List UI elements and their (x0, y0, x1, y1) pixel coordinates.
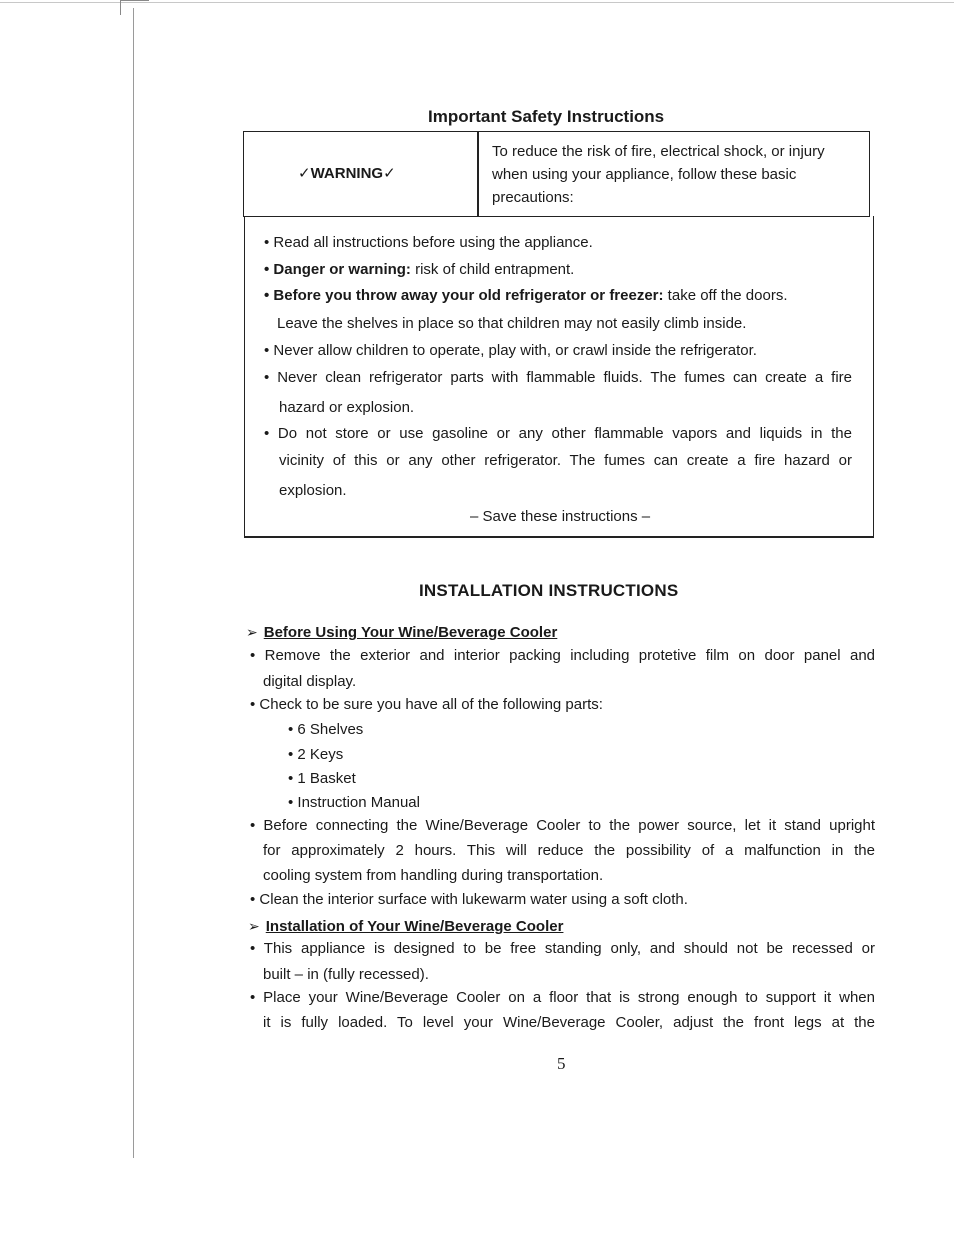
page-number: 5 (557, 1054, 566, 1073)
warning-mark-icon: ✓ (298, 165, 311, 182)
before-item-remove-cont: digital display. (263, 673, 357, 690)
warning-label: ✓WARNING✓ (298, 165, 396, 182)
before-item-remove: • Remove the exterior and interior packing including protetive film on door panel and (250, 647, 875, 664)
before-item-connect-cont: for approximately 2 hours. This will reduce the possibility of a malfunction in the (263, 842, 875, 859)
install-item-free-standing: • This appliance is designed to be free standing only, and should not be recessed or (250, 940, 875, 957)
safety-item-danger: • Danger or warning: risk of child entrapment. (264, 261, 575, 278)
parts-item: • 6 Shelves (288, 721, 364, 738)
safety-item-throw: • Before you throw away your old refrigerator or freezer: take off the doors. (264, 287, 788, 304)
parts-item: • 1 Basket (288, 770, 356, 787)
before-item-clean: • Clean the interior surface with lukewarm water using a soft cloth. (250, 891, 688, 908)
save-instructions-note: – Save these instructions – (470, 508, 651, 525)
before-item-connect: • Before connecting the Wine/Beverage Cooler to the power source, let it stand upright (250, 817, 875, 834)
before-using-heading: ➢ Before Using Your Wine/Beverage Cooler (246, 624, 558, 641)
arrow-right-icon: ➢ (246, 624, 258, 640)
install-item-free-standing-cont: built – in (fully recessed). (263, 966, 429, 983)
warning-box-divider (477, 131, 479, 217)
scan-corner-mark (120, 0, 149, 15)
safety-item-throw-cont: Leave the shelves in place so that children may not easily climb inside. (277, 315, 747, 332)
parts-item: • 2 Keys (288, 746, 344, 763)
safety-item-gasoline: • Do not store or use gasoline or any other flammable vapors and liquids in the (264, 425, 852, 442)
installation-title: INSTALLATION INSTRUCTIONS (419, 581, 679, 600)
safety-title: Important Safety Instructions (428, 107, 665, 126)
installation-heading: ➢ Installation of Your Wine/Beverage Cooler (248, 918, 564, 935)
binder-margin-line (133, 8, 134, 1158)
install-item-place: • Place your Wine/Beverage Cooler on a floor that is strong enough to support it when (250, 989, 875, 1006)
safety-item-never-clean: • Never clean refrigerator parts with flammable fluids. The fumes can create a fire (264, 369, 852, 386)
warning-mark-icon: ✓ (383, 165, 396, 182)
safety-item-gasoline-cont: vicinity of this or any other refrigerator. The fumes can create a fire hazard or (279, 452, 852, 469)
parts-item: • Instruction Manual (288, 794, 420, 811)
before-item-check: • Check to be sure you have all of the following parts: (250, 696, 603, 713)
safety-item-read: • Read all instructions before using the appliance. (264, 234, 593, 251)
arrow-right-icon: ➢ (248, 918, 260, 934)
install-item-place-cont: it is fully loaded. To level your Wine/Beverage Cooler, adjust the front legs at the (263, 1014, 875, 1031)
safety-item-gasoline-end: explosion. (279, 482, 347, 499)
safety-item-never-allow: • Never allow children to operate, play with, or crawl inside the refrigerator. (264, 342, 757, 359)
safety-item-never-clean-cont: hazard or explosion. (279, 399, 415, 416)
before-item-connect-end: cooling system from handling during transportation. (263, 867, 604, 884)
warning-text: To reduce the risk of fire, electrical shock, or injury when using your appliance, follow these basic precautions: (492, 143, 825, 206)
